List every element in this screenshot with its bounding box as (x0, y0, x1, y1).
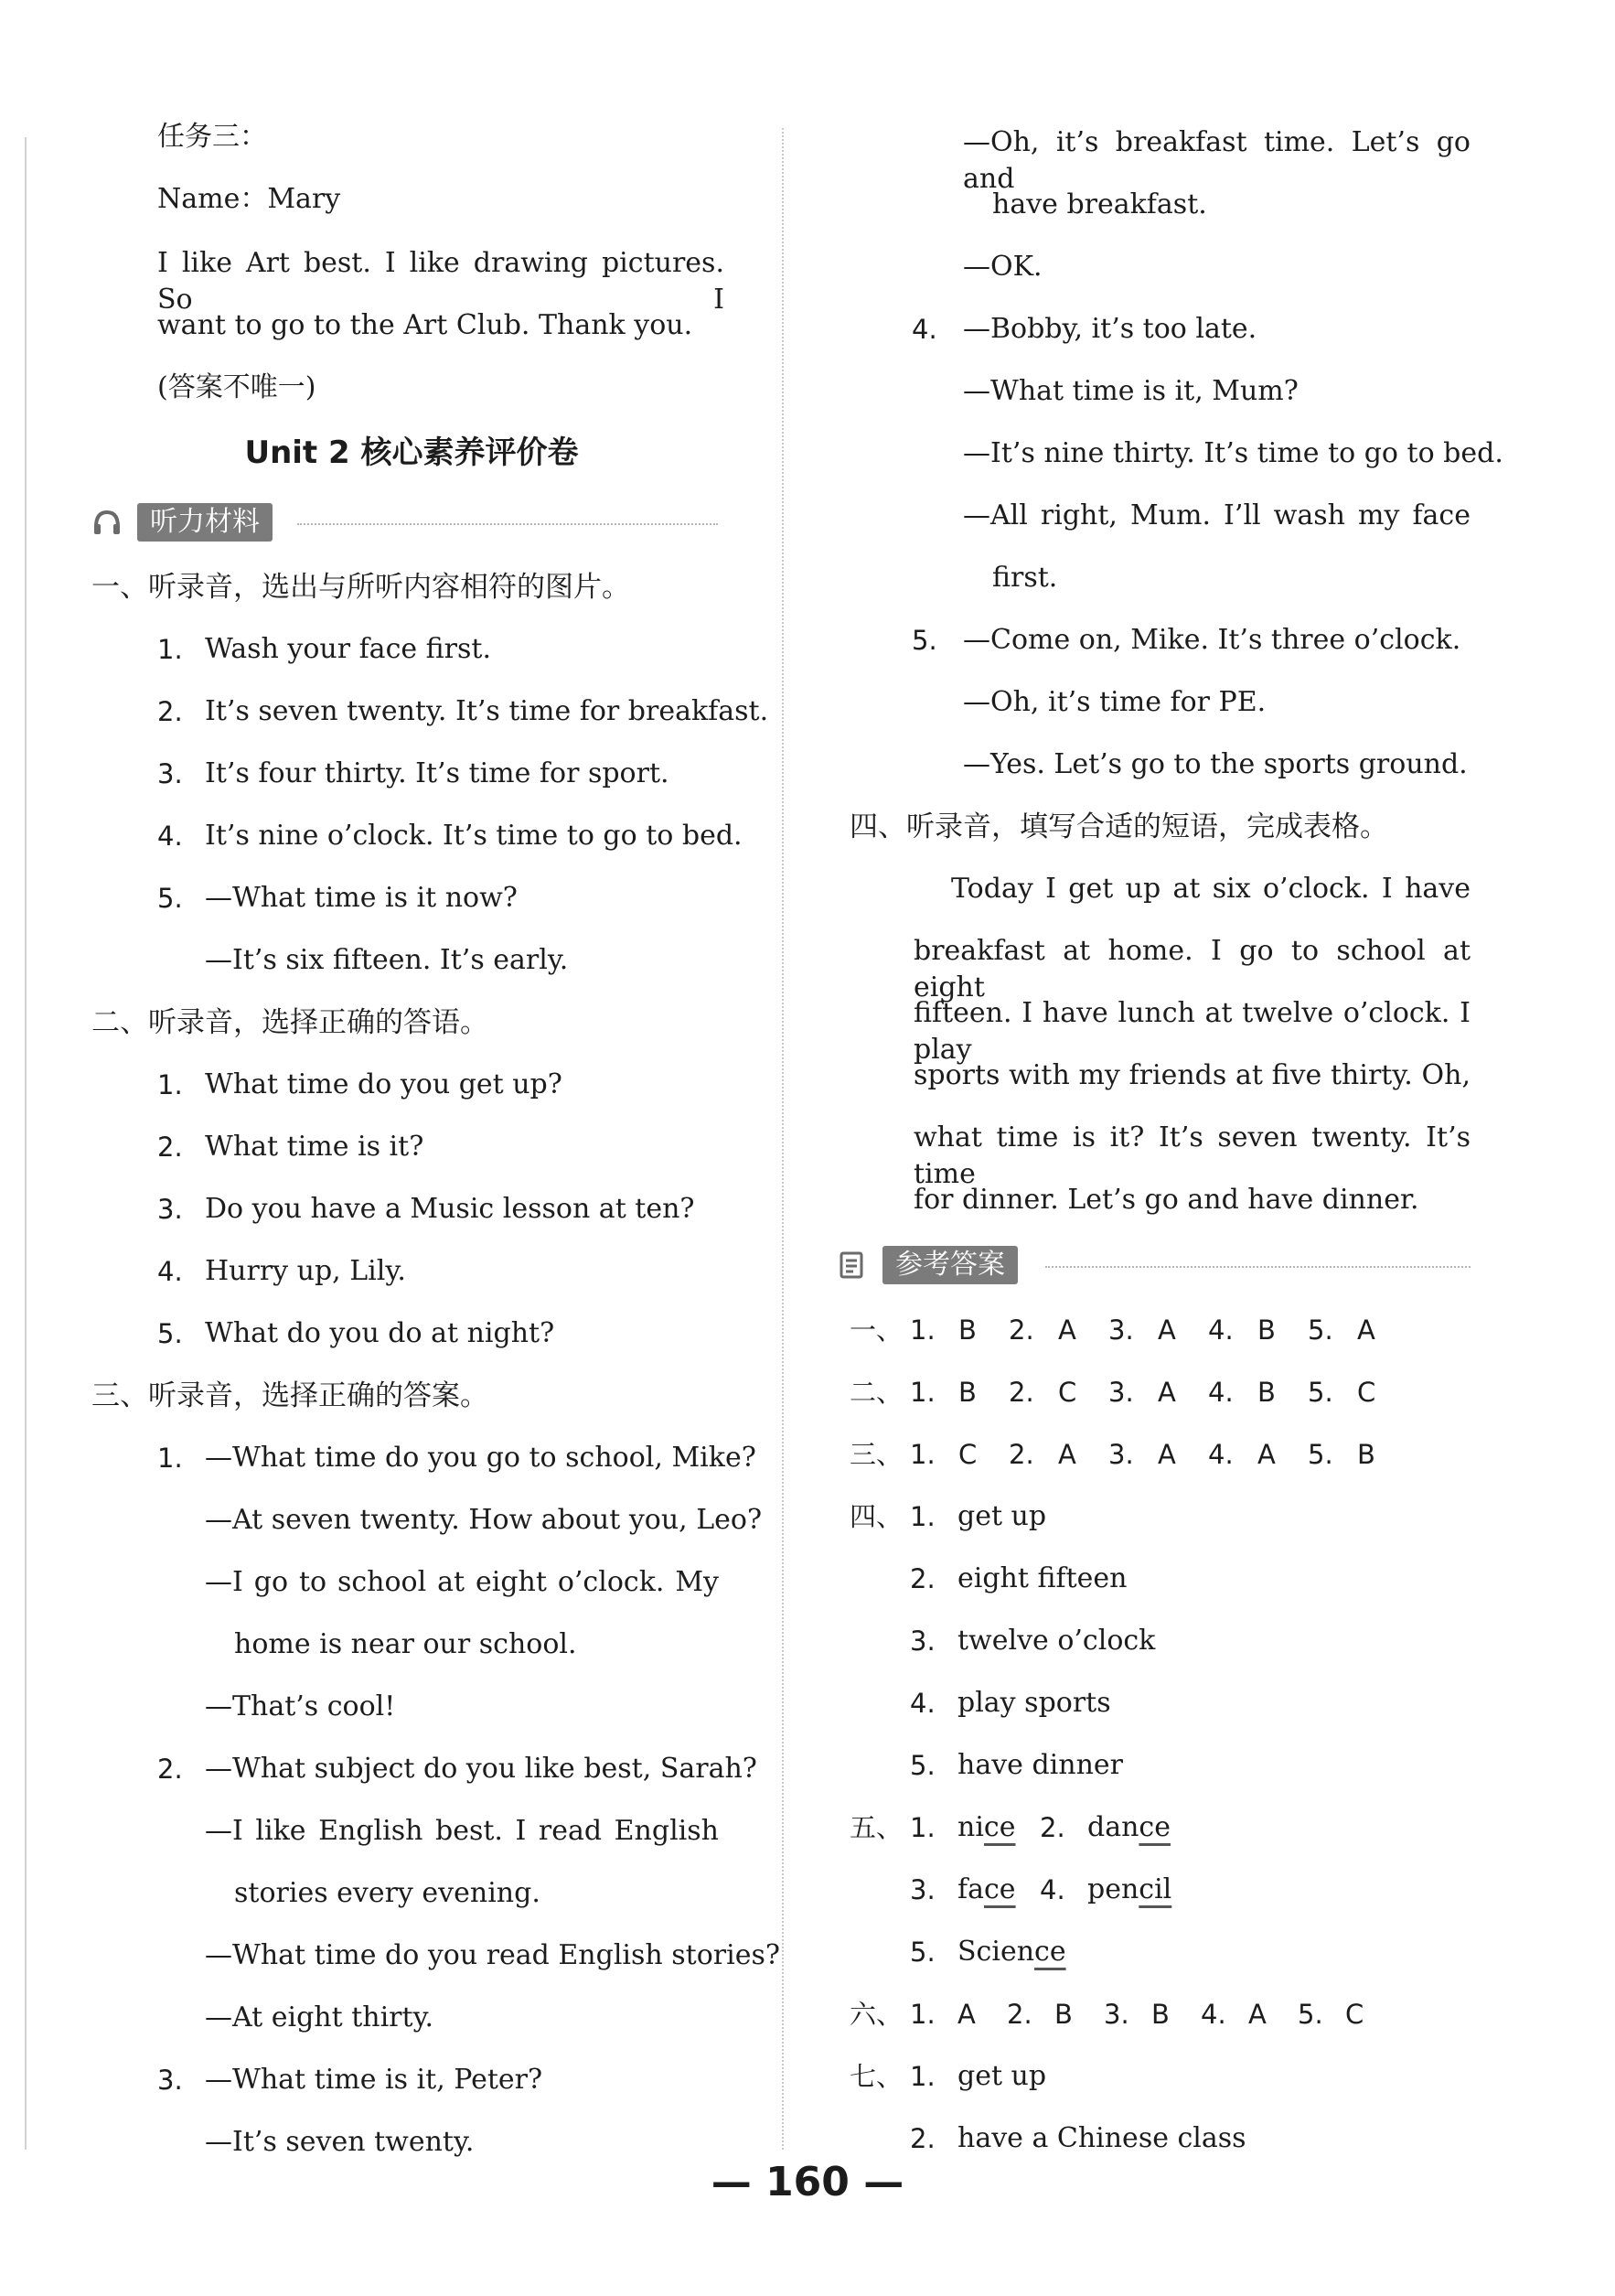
task3-text-line: want to go to the Art Club. Thank you. (157, 309, 693, 341)
dialogue-line: —I go to school at eight o’clock. My (205, 1566, 719, 1598)
listening-banner (91, 501, 722, 543)
banner-dotted-rule (297, 523, 718, 525)
dialogue-line: home is near our school. (234, 1628, 577, 1660)
dialogue-line: first. (992, 562, 1058, 594)
dialogue-line: —I like English best. I read English (205, 1815, 719, 1847)
paragraph-line: fifteen. I have lunch at twelve o’clock. I play (914, 997, 1471, 1066)
paragraph-line: for dinner. Let’s go and have dinner. (914, 1184, 1419, 1216)
answer-row-4: 四、 1. get up (850, 1500, 1047, 1532)
section-2-title: 二、听录音，选择正确的答语。 (91, 1006, 488, 1039)
dialogue-line: —At eight thirty. (205, 2001, 434, 2033)
answer-row-5-item: 3. face 4. pencil (910, 1873, 1172, 1905)
dialogue-line: —At seven twenty. How about you, Leo? (205, 1504, 763, 1536)
banner-label: 听力材料 (137, 503, 273, 542)
task3-name: Name：Mary (157, 183, 341, 215)
dialogue-line: —All right, Mum. I’ll wash my face (963, 499, 1471, 531)
paragraph-line: what time is it? It’s seven twenty. It’s time (914, 1121, 1471, 1190)
dialogue-line: —That’s cool! (205, 1690, 396, 1722)
answer-row-5: 五、 1. nice 2. dance (850, 1811, 1171, 1843)
answer-row-5-item: 5. Science (910, 1936, 1066, 1968)
dialogue-line: —Yes. Let’s go to the sports ground. (963, 748, 1468, 780)
document-icon (837, 1250, 868, 1281)
answer-row-4-item: 2. eight fifteen (910, 1562, 1128, 1594)
task3-note: (答案不唯一) (157, 371, 316, 403)
dialogue-line: —It’s nine thirty. It’s time to go to bed. (963, 437, 1503, 469)
answer-row-3: 三、 1. C 2. A 3. A 4. A 5. B (850, 1439, 1375, 1470)
paragraph-line: Today I get up at six o’clock. I have (951, 873, 1471, 905)
dialogue-line: have breakfast. (992, 188, 1207, 220)
answer-row-7: 七、 1. get up (850, 2060, 1047, 2092)
banner-label: 参考答案 (882, 1246, 1018, 1284)
page-number: — 160 — (711, 2159, 904, 2205)
section-3-title: 三、听录音，选择正确的答案。 (91, 1379, 488, 1412)
margin-line (25, 137, 27, 2150)
dialogue-line: —Oh, it’s breakfast time. Let’s go and (963, 126, 1471, 195)
answer-row-4-item: 4. play sports (910, 1687, 1111, 1719)
answers-banner (837, 1244, 1477, 1286)
headphones-icon (91, 507, 123, 538)
answer-row-4-item: 3. twelve o’clock (910, 1625, 1156, 1657)
answer-row-7-item: 2. have a Chinese class (910, 2122, 1246, 2154)
dialogue-line: —What time is it, Mum? (963, 375, 1299, 407)
dialogue-line: —It’s seven twenty. (205, 2126, 475, 2158)
paragraph-line: sports with my friends at five thirty. Oh, (914, 1059, 1471, 1091)
task3-text-line: I like Art best. I like drawing pictures. So I (157, 247, 724, 316)
dialogue-line: —Oh, it’s time for PE. (963, 686, 1267, 718)
paragraph-line: breakfast at home. I go to school at eight (914, 935, 1471, 1003)
answer-key-page: 任务三： Name：Mary I like Art best. I like drawing pictures. So I want to go to the Art Club. Thank you. (答案不唯一) Unit 2 核心素养评价卷 听力材料 一、听录音，选出与所听内容相符的图片。 1. Wash your face first. 2. It’s seven twenty. It’s time for breakfast. 3. It’s four thirty. It’s time for sport. 4. It’s nine o’clock. It’s time to go to bed. 5. —What time is it now? —It’s six fifteen. It’s early. 二、听录音，选择正确的答语。 1. What time do you get up? 2. What time is it? 3. Do you have a Music lesson at ten? 4. Hurry up, Lily. 5. What do you do at night? 三、听录音，选择正确的答案。 1. —What time do you go to school, Mike? —At seven twenty. How about you, Leo? —I go to school at eight o’clock. My home is near our school. —That’s cool! 2. —What subject do you like best, Sarah? —I like English best. I read English stories every evening. —What time do you read English stories? —At eight thirty. 3. —What time is it, Peter? —It’s seven twenty. —Oh, it’s breakfast time. Let’s go and have breakfast. —OK. 4. —Bobby, it’s too late. —What time is it, Mum? —It’s nine thirty. It’s time to go to bed. —All right, Mum. I’ll wash my face first. 5. —Come on, Mike. It’s three o’clock. —Oh, it’s time for PE. —Yes. Let’s go to the sports ground. 四、听录音，填写合适的短语，完成表格。 Today I get up at six o’clock. I have breakfast at home. I go to school at eight fifteen. I have lunch at twelve o’clock. I play sports with my friends at five thirty. Oh, what time is it? It’s seven twenty. It’s time for dinner. Let’s go and have dinner. 参考答案 一、 1. B 2. A 3. A 4. B 5. A 二、 1. B 2. C 3. A 4. B 5. C 三、 1. C 2. A 3. A 4. A 5. B 四、 1. get up 2. eight fifteen 3. twelve o’clock 4. play sports 5. have dinner 五、 1. nice 2. dance 3. face 4. pencil 5. Science 六、 1. A 2. B 3. B 4. A 5. C 七、 1. get up 2. have a Chinese class — 160 — (0, 0, 1615, 2296)
answer-row-2: 二、 1. B 2. C 3. A 4. B 5. C (850, 1377, 1376, 1408)
dialogue-line: —It’s six fifteen. It’s early. (205, 944, 569, 976)
task3-label: 任务三： (157, 121, 267, 153)
answer-row-6: 六、 1. A 2. B 3. B 4. A 5. C (850, 1999, 1364, 2030)
section-4-title: 四、听录音，填写合适的短语，完成表格。 (850, 810, 1388, 843)
unit-title: Unit 2 核心素养评价卷 (244, 435, 579, 471)
dialogue-line: stories every evening. (234, 1877, 540, 1909)
dialogue-line: —What time do you read English stories? (205, 1939, 780, 1971)
section-1-title: 一、听录音，选出与所听内容相符的图片。 (91, 571, 630, 604)
answer-row-1: 一、 1. B 2. A 3. A 4. B 5. A (850, 1314, 1375, 1346)
banner-dotted-rule (1045, 1266, 1471, 1268)
dialogue-line: —OK. (963, 251, 1043, 283)
answer-row-4-item: 5. have dinner (910, 1749, 1123, 1781)
column-divider (782, 128, 784, 2150)
